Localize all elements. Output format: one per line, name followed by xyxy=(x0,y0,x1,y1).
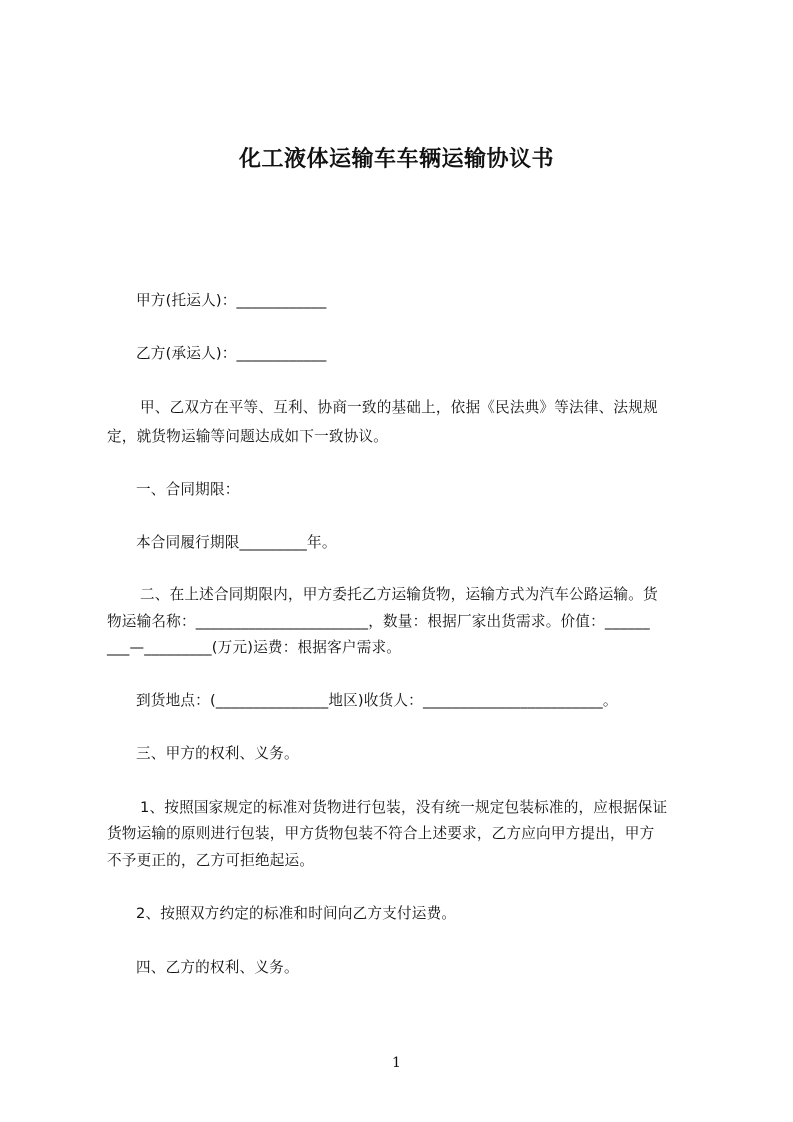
section-2-line-2: 物运输名称：_______________________，数量：根据厂家出货需求。价值：______ xyxy=(107,613,650,630)
section-4-heading: 四、乙方的权利、义务。 xyxy=(136,959,299,976)
preamble-line-1: 甲、乙双方在平等、互利、协商一致的基础上，依据《民法典》等法律、法规规 xyxy=(140,399,658,416)
clause-3-1-line-3: 不予更正的，乙方可拒绝起运。 xyxy=(107,852,315,869)
clause-3-1-line-1: 1、按照国家规定的标准对货物进行包装，没有统一规定包装标准的，应根据保证 xyxy=(140,799,668,816)
clause-3-1-line-2: 货物运输的原则进行包装，甲方货物包装不符合上述要求，乙方应向甲方提出，甲方 xyxy=(107,825,655,842)
document-title: 化工液体运输车车辆运输协议书 xyxy=(238,147,554,172)
contract-term-line: 本合同履行期限_________年。 xyxy=(136,534,337,551)
page-number: 1 xyxy=(392,1055,401,1071)
clause-3-2-line: 2、按照双方约定的标准和时间向乙方支付运费。 xyxy=(136,905,457,922)
section-1-heading: 一、合同期限： xyxy=(136,481,240,498)
section-2-line-3: ___—_________(万元)运费：根据客户需求。 xyxy=(107,639,402,656)
party-b-line: 乙方(承运人)：____________ xyxy=(136,345,327,362)
party-a-line: 甲方(托运人)：____________ xyxy=(136,292,327,309)
preamble-line-2: 定，就货物运输等问题达成如下一致协议。 xyxy=(107,428,389,445)
section-3-heading: 三、甲方的权利、义务。 xyxy=(136,745,299,762)
delivery-line: 到货地点：(_______________地区)收货人：________________________。 xyxy=(136,692,618,709)
section-2-line-1: 二、在上述合同期限内，甲方委托乙方运输货物，运输方式为汽车公路运输。货 xyxy=(140,586,658,603)
